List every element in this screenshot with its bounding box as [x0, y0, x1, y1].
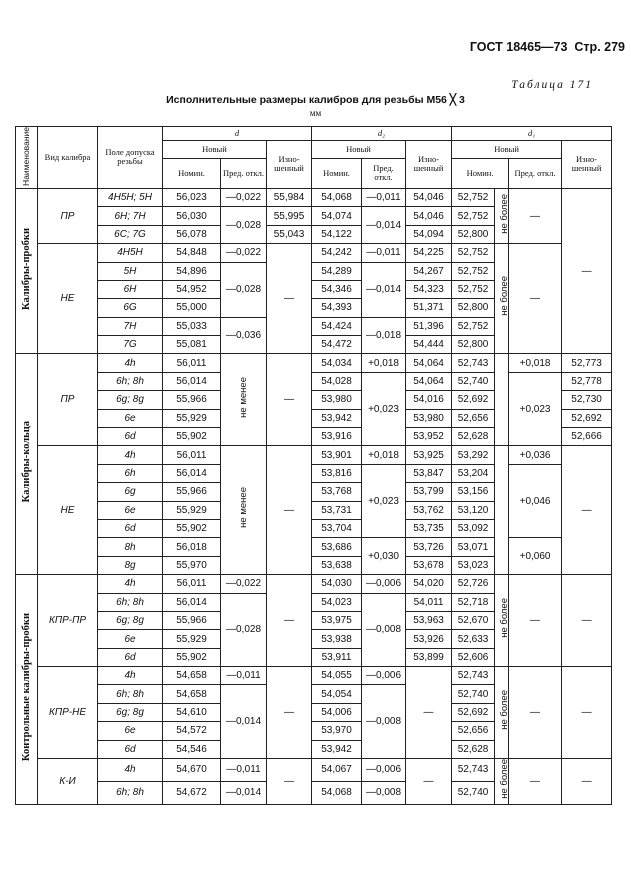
table-row — [16, 354, 612, 372]
table-row — [16, 575, 612, 593]
d2-nominal: 54,393 — [312, 299, 362, 317]
d-nominal: 55,966 — [163, 611, 221, 629]
d-nominal: 56,030 — [163, 207, 221, 225]
col-header-d1-nominal: Номин. — [452, 158, 509, 188]
d2-nominal: 54,472 — [312, 336, 362, 354]
gauge-kind: КПР-НЕ — [38, 667, 98, 759]
d-nominal: 54,672 — [163, 781, 221, 804]
tolerance-field: 8g — [98, 556, 163, 574]
d1-nominal: 53,092 — [452, 519, 495, 537]
col-header-d: d — [163, 127, 312, 141]
d-nominal: 56,014 — [163, 372, 221, 390]
d2-worn: 54,094 — [406, 225, 452, 243]
d2-worn: 54,046 — [406, 207, 452, 225]
d1-limit-deviation: — — [509, 575, 562, 667]
d1-nominal: 52,740 — [452, 781, 495, 804]
d2-worn: 54,267 — [406, 262, 452, 280]
group-label — [16, 188, 38, 354]
d2-worn: 54,064 — [406, 354, 452, 372]
col-header-d-nominal: Номин. — [163, 158, 221, 188]
col-header-name: Наименование — [16, 127, 38, 189]
tolerance-field: 6e — [98, 409, 163, 427]
d-nominal: 55,000 — [163, 299, 221, 317]
d2-limit-deviation: —0,006 — [362, 667, 406, 685]
col-header-d1: d₁ — [452, 127, 612, 141]
d-nominal: 55,033 — [163, 317, 221, 335]
d2-nominal: 53,704 — [312, 519, 362, 537]
d2-nominal: 53,916 — [312, 428, 362, 446]
tolerance-field: 6e — [98, 722, 163, 740]
col-header-d1-worn: Изно- шенный — [562, 141, 612, 189]
d1-nominal: 53,204 — [452, 464, 495, 482]
table-number: Таблица 171 — [511, 79, 593, 91]
d2-nominal: 53,970 — [312, 722, 362, 740]
tolerance-field: 6g; 8g — [98, 611, 163, 629]
tolerance-field: 4h — [98, 667, 163, 685]
col-header-tolerance: Поле допуска резьбы — [98, 127, 163, 189]
table-row — [16, 759, 612, 782]
d-limit-deviation: —0,011 — [221, 667, 267, 685]
not-more-label — [495, 188, 509, 243]
d-nominal: 54,658 — [163, 685, 221, 703]
d1-worn: — — [562, 446, 612, 575]
not-less-text: не менее — [238, 487, 249, 529]
tolerance-field: 4h — [98, 354, 163, 372]
d2-nominal: 53,980 — [312, 391, 362, 409]
d1-nominal: 53,120 — [452, 501, 495, 519]
d1-nominal: 52,752 — [452, 280, 495, 298]
d1-limit-deviation: +0,036 — [509, 446, 562, 464]
d1-nominal: 52,740 — [452, 685, 495, 703]
tolerance-field: 4H5H; 5H — [98, 188, 163, 206]
d2-limit-deviation: —0,011 — [362, 188, 406, 206]
d2-nominal: 54,023 — [312, 593, 362, 611]
d2-nominal: 53,901 — [312, 446, 362, 464]
tolerance-field: 6h; 8h — [98, 685, 163, 703]
d-nominal: 56,023 — [163, 188, 221, 206]
tolerance-field: 6h — [98, 464, 163, 482]
tolerance-field: 4h — [98, 759, 163, 782]
d2-limit-deviation: —0,014 — [362, 262, 406, 317]
tolerance-field: 8h — [98, 538, 163, 556]
d1-limit-deviation: — — [509, 244, 562, 354]
tolerance-field: 6H; 7H — [98, 207, 163, 225]
table-row — [16, 188, 612, 206]
d1-nominal: 52,752 — [452, 207, 495, 225]
not-more-label — [495, 667, 509, 759]
d1-worn: — — [562, 188, 612, 354]
d2-nominal: 54,122 — [312, 225, 362, 243]
d-limit-deviation: —0,022 — [221, 244, 267, 262]
d2-worn: — — [406, 667, 452, 759]
d2-nominal: 53,768 — [312, 483, 362, 501]
d2-nominal: 54,055 — [312, 667, 362, 685]
d1-nominal: 53,292 — [452, 446, 495, 464]
d2-worn: 51,371 — [406, 299, 452, 317]
d-limit-deviation: —0,028 — [221, 207, 267, 244]
not-more-text: не более — [499, 759, 511, 799]
d2-nominal: 54,068 — [312, 781, 362, 804]
tolerance-field: 6h; 8h — [98, 372, 163, 390]
not-more-text: не более — [499, 598, 511, 639]
d2-limit-deviation: +0,018 — [362, 446, 406, 464]
col-header-d2-new: Новый — [312, 141, 406, 159]
d-nominal: 56,011 — [163, 354, 221, 372]
table-row — [16, 464, 612, 482]
d1-limit-deviation: +0,023 — [509, 372, 562, 446]
d2-nominal: 54,006 — [312, 703, 362, 721]
d2-limit-deviation: —0,018 — [362, 317, 406, 354]
d1-worn: 52,730 — [562, 391, 612, 409]
tolerance-field: 4H5H — [98, 244, 163, 262]
d2-limit-deviation: +0,023 — [362, 464, 406, 538]
d1-worn: — — [562, 575, 612, 667]
d-worn: 55,043 — [267, 225, 312, 243]
d1-nominal: 52,743 — [452, 667, 495, 685]
d2-worn: 53,735 — [406, 519, 452, 537]
d2-nominal: 54,028 — [312, 372, 362, 390]
col-header-d2-worn: Изно- шенный — [406, 141, 452, 189]
d-nominal: 56,018 — [163, 538, 221, 556]
col-header-d-limit: Пред. откл. — [221, 158, 267, 188]
d2-nominal: 53,816 — [312, 464, 362, 482]
not-more-text: не более — [499, 276, 511, 317]
d-nominal: 56,011 — [163, 446, 221, 464]
group-label-text: Калибры-кольца — [21, 421, 32, 503]
col-header-d-worn: Изно- шенный — [267, 141, 312, 189]
d-nominal: 54,848 — [163, 244, 221, 262]
d-limit-deviation: —0,022 — [221, 188, 267, 206]
gauge-dimensions-table — [15, 126, 612, 805]
d2-nominal: 54,074 — [312, 207, 362, 225]
table-row — [16, 667, 612, 685]
table-unit: мм — [309, 108, 322, 118]
d1-worn: 52,666 — [562, 428, 612, 446]
d2-worn: 53,726 — [406, 538, 452, 556]
d-limit-deviation: —0,014 — [221, 685, 267, 759]
d2-worn: 53,799 — [406, 483, 452, 501]
d-nominal: 56,014 — [163, 464, 221, 482]
d2-limit-deviation: —0,008 — [362, 593, 406, 667]
d1-nominal: 53,071 — [452, 538, 495, 556]
d-worn: 55,984 — [267, 188, 312, 206]
d1-nominal: 52,752 — [452, 244, 495, 262]
d-nominal: 55,902 — [163, 428, 221, 446]
d2-nominal: 54,068 — [312, 188, 362, 206]
d-nominal: 55,966 — [163, 391, 221, 409]
d1-nominal: 52,670 — [452, 611, 495, 629]
d-nominal: 55,902 — [163, 648, 221, 666]
d1-nominal: 52,800 — [452, 336, 495, 354]
d1-worn: — — [562, 759, 612, 805]
d1-nominal: 52,633 — [452, 630, 495, 648]
d2-nominal: 54,034 — [312, 354, 362, 372]
d2-worn: 53,925 — [406, 446, 452, 464]
gauge-kind: ПР — [38, 188, 98, 243]
d2-worn: 54,444 — [406, 336, 452, 354]
tolerance-field: 6g; 8g — [98, 391, 163, 409]
tolerance-field: 6d — [98, 519, 163, 537]
d2-worn: 54,323 — [406, 280, 452, 298]
gauge-kind: КПР-ПР — [38, 575, 98, 667]
d1-nominal: 52,752 — [452, 262, 495, 280]
d2-nominal: 53,942 — [312, 740, 362, 758]
d-nominal: 55,970 — [163, 556, 221, 574]
d1-nominal: 52,606 — [452, 648, 495, 666]
d2-nominal: 53,975 — [312, 611, 362, 629]
d1-worn: 52,692 — [562, 409, 612, 427]
d2-nominal: 54,242 — [312, 244, 362, 262]
d1-nominal: 52,692 — [452, 703, 495, 721]
d2-worn: 54,011 — [406, 593, 452, 611]
d-nominal: 56,011 — [163, 575, 221, 593]
d-limit-deviation: —0,011 — [221, 759, 267, 782]
table-body — [16, 188, 612, 804]
table-row — [16, 244, 612, 262]
d2-worn: 54,064 — [406, 372, 452, 390]
d2-limit-deviation: —0,011 — [362, 244, 406, 262]
col-header-kind: Вид калибра — [38, 127, 98, 189]
d-nominal: 55,902 — [163, 519, 221, 537]
d2-nominal: 53,942 — [312, 409, 362, 427]
not-more-label — [495, 575, 509, 667]
d-limit-deviation: —0,028 — [221, 262, 267, 317]
d1-nominal: 52,718 — [452, 593, 495, 611]
d-nominal: 56,078 — [163, 225, 221, 243]
d1-nominal: 52,743 — [452, 354, 495, 372]
d1-worn: 52,778 — [562, 372, 612, 390]
d1-limit-deviation: — — [509, 188, 562, 243]
group-label-text: Калибры-пробки — [21, 227, 32, 310]
d2-nominal: 53,911 — [312, 648, 362, 666]
tolerance-field: 6h; 8h — [98, 593, 163, 611]
d-nominal: 55,929 — [163, 630, 221, 648]
d-worn: — — [267, 667, 312, 759]
not-less-label — [221, 354, 267, 446]
tolerance-field: 6e — [98, 630, 163, 648]
d1-nominal: 52,752 — [452, 317, 495, 335]
d2-nominal: 54,067 — [312, 759, 362, 782]
d1-limit-deviation: +0,060 — [509, 538, 562, 575]
d2-worn: 53,926 — [406, 630, 452, 648]
tolerance-field: 6g — [98, 483, 163, 501]
d1-nominal: 52,800 — [452, 299, 495, 317]
d-limit-deviation: —0,022 — [221, 575, 267, 593]
not-more-label — [495, 759, 509, 805]
table-title: Исполнительные размеры калибров для резьбы М56 ╳ 3 — [166, 94, 465, 106]
group-label — [16, 575, 38, 805]
d-limit-deviation: —0,014 — [221, 781, 267, 804]
col-header-d2-nominal: Номин. — [312, 158, 362, 188]
d1-nominal: 52,692 — [452, 391, 495, 409]
d-limit-deviation: —0,028 — [221, 593, 267, 667]
tolerance-field: 6G — [98, 299, 163, 317]
not-more-text: не более — [499, 690, 511, 730]
col-header-d2: d₂ — [312, 127, 452, 141]
d2-limit-deviation: —0,008 — [362, 685, 406, 759]
gauge-kind: НЕ — [38, 446, 98, 575]
d1-limit-deviation: +0,046 — [509, 464, 562, 538]
not-more-text: не более — [499, 193, 511, 234]
d2-nominal: 54,346 — [312, 280, 362, 298]
d1-nominal: 52,656 — [452, 722, 495, 740]
d-worn: — — [267, 446, 312, 575]
not-less-text: не менее — [238, 377, 249, 418]
tolerance-field: 6H — [98, 280, 163, 298]
d1-limit-deviation: +0,018 — [509, 354, 562, 372]
tolerance-field: 7H — [98, 317, 163, 335]
d1-nominal: 52,628 — [452, 428, 495, 446]
not-more-label — [495, 446, 509, 575]
d2-nominal: 53,686 — [312, 538, 362, 556]
d2-worn: 53,899 — [406, 648, 452, 666]
page-number: Стр. 279 — [574, 40, 625, 54]
d2-limit-deviation: +0,023 — [362, 372, 406, 446]
d-nominal: 55,081 — [163, 336, 221, 354]
d2-nominal: 53,731 — [312, 501, 362, 519]
d1-worn: 52,773 — [562, 354, 612, 372]
d2-nominal: 54,030 — [312, 575, 362, 593]
tolerance-field: 4h — [98, 575, 163, 593]
d2-limit-deviation: —0,006 — [362, 575, 406, 593]
d2-nominal: 54,289 — [312, 262, 362, 280]
d-nominal: 54,610 — [163, 703, 221, 721]
d2-nominal: 54,424 — [312, 317, 362, 335]
d-nominal: 54,952 — [163, 280, 221, 298]
d2-limit-deviation: —0,014 — [362, 207, 406, 244]
d1-nominal: 52,743 — [452, 759, 495, 782]
tolerance-field: 6d — [98, 428, 163, 446]
d2-worn: 53,980 — [406, 409, 452, 427]
tolerance-field: 6e — [98, 501, 163, 519]
d-nominal: 55,929 — [163, 409, 221, 427]
d1-nominal: 52,740 — [452, 372, 495, 390]
tolerance-field: 5H — [98, 262, 163, 280]
col-header-d2-limit: Пред. откл. — [362, 158, 406, 188]
d-nominal: 54,896 — [163, 262, 221, 280]
d-nominal: 56,014 — [163, 593, 221, 611]
d-nominal: 54,572 — [163, 722, 221, 740]
col-header-d-new: Новый — [163, 141, 267, 159]
tolerance-field: 6d — [98, 648, 163, 666]
d2-nominal: 53,638 — [312, 556, 362, 574]
d2-worn: 51,396 — [406, 317, 452, 335]
d2-worn: 54,225 — [406, 244, 452, 262]
d-worn: — — [267, 575, 312, 667]
d-nominal: 54,670 — [163, 759, 221, 782]
d1-nominal: 52,726 — [452, 575, 495, 593]
table-row — [16, 372, 612, 390]
tolerance-field: 6h; 8h — [98, 781, 163, 804]
not-more-label — [495, 244, 509, 354]
d-worn: — — [267, 354, 312, 446]
d1-nominal: 52,656 — [452, 409, 495, 427]
d1-limit-deviation: — — [509, 759, 562, 805]
standard-number: ГОСТ 18465—73 — [469, 40, 568, 54]
col-header-d1-limit: Пред. откл. — [509, 158, 562, 188]
d1-limit-deviation: — — [509, 667, 562, 759]
d2-worn: 53,847 — [406, 464, 452, 482]
tolerance-field: 7G — [98, 336, 163, 354]
d1-nominal: 52,752 — [452, 188, 495, 206]
d-nominal: 55,966 — [163, 483, 221, 501]
d1-worn: — — [562, 667, 612, 759]
tolerance-field: 6g; 8g — [98, 703, 163, 721]
tolerance-field: 6C; 7G — [98, 225, 163, 243]
d2-limit-deviation: —0,008 — [362, 781, 406, 804]
group-label — [16, 354, 38, 575]
d-worn: — — [267, 244, 312, 354]
table-row — [16, 538, 612, 556]
d2-worn: 53,678 — [406, 556, 452, 574]
not-more-label — [495, 354, 509, 446]
d1-nominal: 52,800 — [452, 225, 495, 243]
d1-nominal: 53,023 — [452, 556, 495, 574]
d2-worn: 54,020 — [406, 575, 452, 593]
d1-nominal: 53,156 — [452, 483, 495, 501]
d-worn: — — [267, 759, 312, 805]
d2-worn: 54,016 — [406, 391, 452, 409]
page-header — [425, 40, 625, 54]
d-nominal: 54,546 — [163, 740, 221, 758]
d2-limit-deviation: +0,030 — [362, 538, 406, 575]
d-nominal: 55,929 — [163, 501, 221, 519]
d-nominal: 54,658 — [163, 667, 221, 685]
d-worn: 55,995 — [267, 207, 312, 225]
d2-worn: 53,963 — [406, 611, 452, 629]
table-row — [16, 446, 612, 464]
d2-worn: 53,762 — [406, 501, 452, 519]
col-header-d1-new: Новый — [452, 141, 562, 159]
d2-limit-deviation: +0,018 — [362, 354, 406, 372]
tolerance-field: 6d — [98, 740, 163, 758]
d2-nominal: 53,938 — [312, 630, 362, 648]
d2-nominal: 54,054 — [312, 685, 362, 703]
not-less-label — [221, 446, 267, 575]
d2-worn: 53,952 — [406, 428, 452, 446]
gauge-kind: ПР — [38, 354, 98, 446]
group-label-text: Контрольные калибры-пробки — [21, 612, 32, 762]
d2-worn: — — [406, 759, 452, 805]
gauge-kind: НЕ — [38, 244, 98, 354]
d2-worn: 54,046 — [406, 188, 452, 206]
gauge-kind: К-И — [38, 759, 98, 805]
tolerance-field: 4h — [98, 446, 163, 464]
d1-nominal: 52,628 — [452, 740, 495, 758]
d-limit-deviation: —0,036 — [221, 317, 267, 354]
d2-limit-deviation: —0,006 — [362, 759, 406, 782]
